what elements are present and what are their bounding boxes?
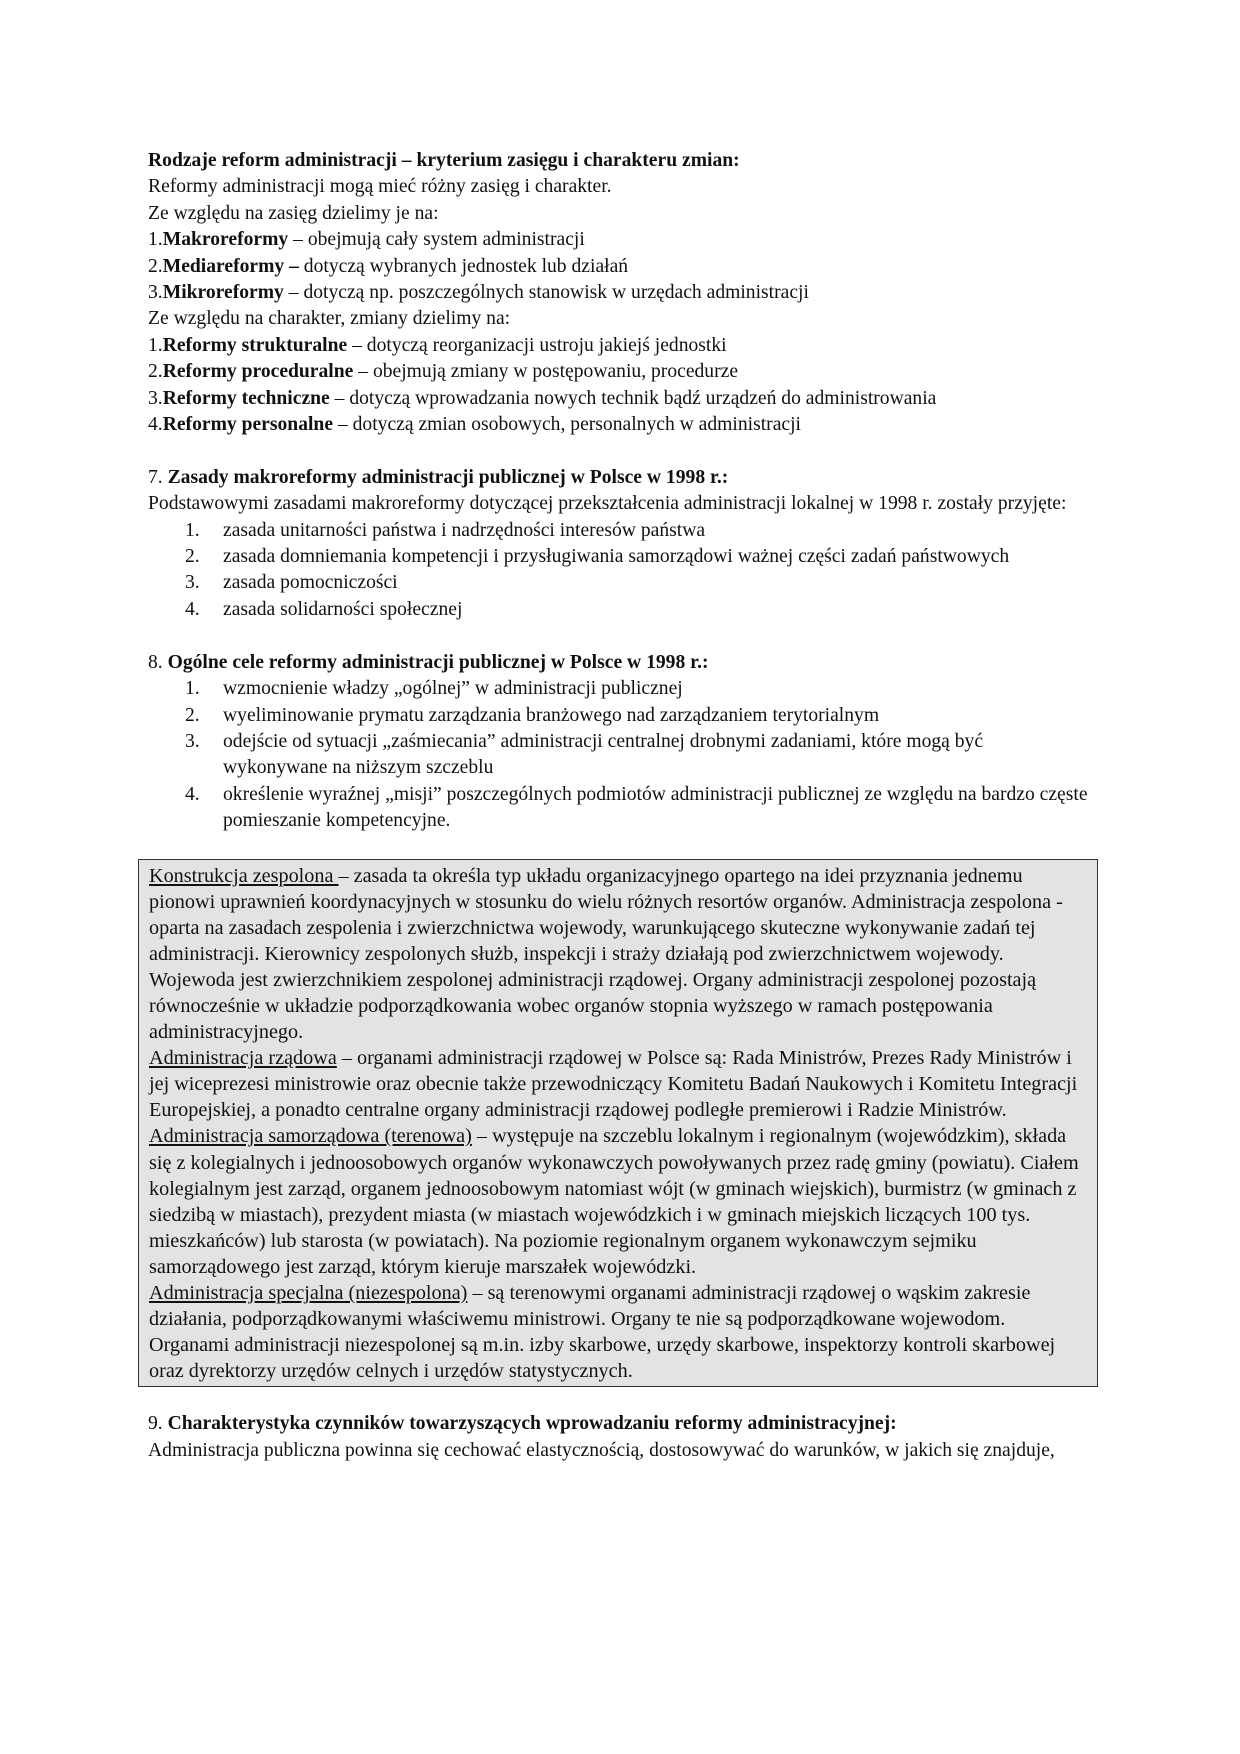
paragraph: Ze względu na zasięg dzielimy je na:: [148, 202, 439, 224]
list-item: 1.Makroreformy – obejmują cały system administracji: [148, 229, 585, 251]
section-heading: 8. Ogólne cele reformy administracji publicznej w Polsce w 1998 r.:: [148, 651, 709, 673]
list-item: 2. zasada domniemania kompetencji i przysługiwania samorządowi ważnej części zadań państwowych: [185, 546, 1010, 568]
paragraph: Ze względu na charakter, zmiany dzielimy na:: [148, 308, 511, 330]
list-item: 1.Reformy strukturalne – dotyczą reorganizacji ustroju jakiejś jednostki: [148, 334, 727, 356]
list-item: 3. odejście od sytuacji „zaśmiecania” administracji centralnej drobnymi zadaniami, które mogą być wykonywane na niższym szczeblu: [185, 730, 984, 779]
section-heading: 7. Zasady makroreformy administracji publicznej w Polsce w 1998 r.:: [148, 466, 729, 488]
definition-paragraph: Administracja rządowa – organami administracji rządowej w Polsce są: Rada Ministrów, Prezes Rady Ministrów i jej wiceprezesi ministrowie oraz obecnie także przewodniczący Komitetu Badań Naukowych i Komitetu Integracji Europejskiej, a ponadto centralne organy administracji rządowej podległe premierowi i Radzie Ministrów.: [149, 1047, 1078, 1122]
list-item: 4. określenie wyraźnej „misji” poszczególnych podmiotów administracji publicznej ze względu na bardzo częste pomieszanie kompetencyjne.: [185, 783, 1088, 832]
definition-paragraph: Konstrukcja zespolona – zasada ta określa typ układu organizacyjnego opartego na idei przyznania jednemu pionowi uprawnień koordynacyjnych w stosunku do wielu różnych resortów organów. Administracja zespolona - oparta na zasadach zespolenia i zwierzchnictwa wojewody, warunkującego skuteczne wykonywanie zadań tej administracji. Kierownicy zespolonych służb, inspekcji i straży działają pod zwierzchnictwem wojewody. Wojewoda jest zwierzchnikiem zespolonej administracji rządowej. Organy administracji zespolonej pozostają równocześnie w układzie podporządkowania wobec organów stopnia wyższego w ramach postępowania administracyjnego.: [149, 864, 1063, 1044]
definition-term: Administracja specjalna (niezespolona): [149, 1282, 468, 1305]
definition-term: Konstrukcja zespolona: [149, 864, 339, 887]
list-item: 1. zasada unitarności państwa i nadrzędności interesów państwa: [185, 519, 706, 541]
paragraph: Podstawowymi zasadami makroreformy dotyczącej przekształcenia administracji lokalnej w 1998 r. zostały przyjęte:: [148, 493, 1067, 515]
definition-paragraph: Administracja samorządowa (terenowa) – występuje na szczeblu lokalnym i regionalnym (wojewódzkim), składa się z kolegialnych i jednoosobowych organów wykonawczych powoływanych przez radę gminy (powiatu). Ciałem kolegialnym jest zarząd, organem jednoosobowym natomiast wójt (w gminach wiejskich), burmistrz (w gminach z siedzibą w miastach), prezydent miasta (w miastach wojewódzkich i w gminach miejskich liczących 100 tys. mieszkańców) lub starosta (w powiatach). Na poziomie regionalnym organem wykonawczym sejmiku samorządowego jest zarząd, którym kieruje marszałek wojewódzki.: [149, 1125, 1079, 1278]
definition-term: Administracja rządowa: [149, 1047, 337, 1070]
numbered-list: [148, 518, 1088, 624]
definition-paragraph: Administracja specjalna (niezespolona) – są terenowymi organami administracji rządowej o wąskim zakresie działania, podporządkowanymi właściwemu ministrowi. Organy te nie są podporządkowane wojewodom. Organami administracji niezespolonej są m.in. izby skarbowe, urzędy skarbowe, inspektorzy kontroli skarbowej oraz dyrektorzy urzędów celnych i urzędów statystycznych.: [149, 1282, 1056, 1383]
list-item: 2.Mediareformy – dotyczą wybranych jednostek lub działań: [148, 255, 629, 277]
section-heading: Rodzaje reform administracji – kryterium zasięgu i charakteru zmian:: [148, 150, 740, 171]
definitions-box: [138, 859, 1098, 1388]
list-item: 3. zasada pomocniczości: [185, 572, 398, 594]
list-item: 4. zasada solidarności społecznej: [185, 598, 463, 620]
list-item: 2. wyeliminowanie prymatu zarządzania branżowego nad zarządzaniem terytorialnym: [185, 704, 880, 726]
list-item: 2.Reformy proceduralne – obejmują zmiany w postępowaniu, procedurze: [148, 361, 739, 383]
spacer: [148, 623, 1088, 649]
list-item: 3.Reformy techniczne – dotyczą wprowadzania nowych technik bądź urządzeń do administrowania: [148, 387, 937, 409]
spacer: [148, 438, 1088, 464]
definition-term: Administracja samorządowa (terenowa): [149, 1125, 472, 1148]
paragraph: Administracja publiczna powinna się cechować elastycznością, dostosowywać do warunków, w jakich się znajduje,: [148, 1439, 1055, 1461]
list-item: 3.Mikroreformy – dotyczą np. poszczególnych stanowisk w urzędach administracji: [148, 282, 809, 304]
list-item: 4.Reformy personalne – dotyczą zmian osobowych, personalnych w administracji: [148, 414, 801, 436]
numbered-list: [148, 676, 1088, 834]
list-item: 1. wzmocnienie władzy „ogólnej” w administracji publicznej: [185, 678, 683, 700]
section-heading: 9. Charakterystyka czynników towarzyszących wprowadzaniu reformy administracyjnej:: [148, 1413, 897, 1435]
document-page: [148, 148, 1088, 1464]
paragraph: Reformy administracji mogą mieć różny zasięg i charakter.: [148, 176, 612, 198]
